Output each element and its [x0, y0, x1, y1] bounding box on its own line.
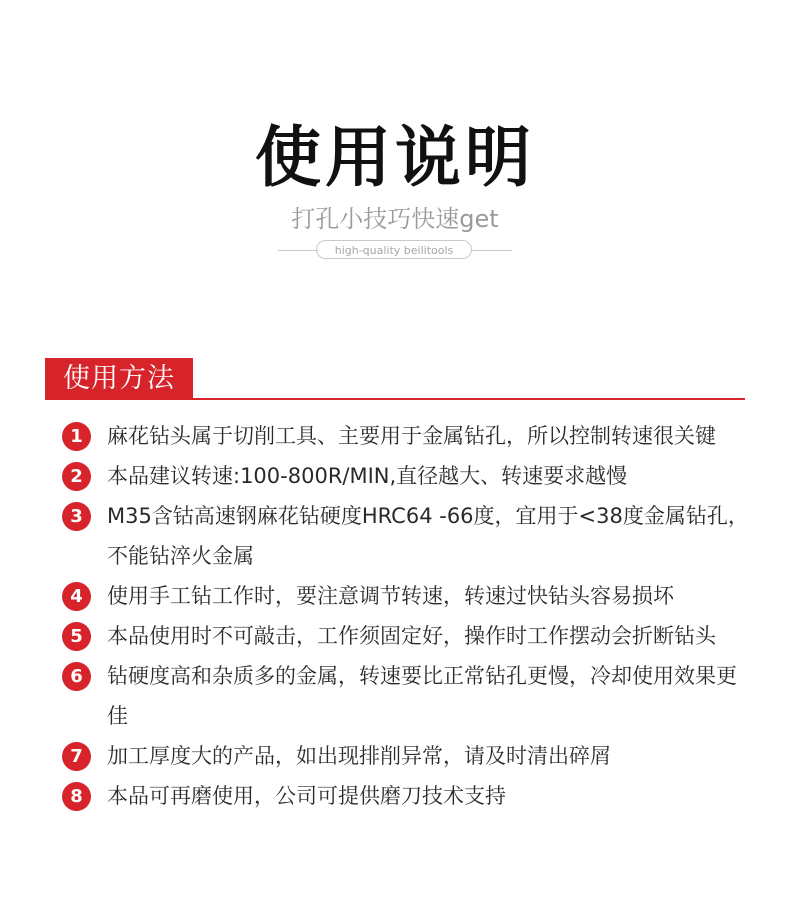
- step-text: M35含钴高速钢麻花钻硬度HRC64 -66度，宜用于<38度金属钻孔，不能钻淬火金属: [107, 504, 749, 568]
- list-item: [62, 456, 752, 496]
- step-text: 钻硬度高和杂质多的金属，转速要比正常钻孔更慢，冷却使用效果更佳: [107, 664, 737, 728]
- step-text: 麻花钻头属于切削工具、主要用于金属钻孔，所以控制转速很关键: [107, 424, 716, 448]
- step-text: 使用手工钻工作时，要注意调节转速，转速过快钻头容易损坏: [107, 584, 674, 608]
- instruction-list: [62, 416, 752, 816]
- step-text: 本品使用时不可敲击，工作须固定好，操作时工作摆动会折断钻头: [107, 624, 716, 648]
- list-item: [62, 616, 752, 656]
- tagline-divider-left: [278, 250, 318, 251]
- list-item: [62, 656, 752, 736]
- section-heading: 使用方法: [45, 358, 193, 400]
- tagline: [278, 238, 512, 262]
- list-item: [62, 736, 752, 776]
- page-subtitle: 打孔小技巧快速get: [291, 205, 499, 233]
- list-item: [62, 416, 752, 456]
- step-text: 加工厚度大的产品，如出现排削异常，请及时清出碎屑: [107, 744, 611, 768]
- list-item: [62, 776, 752, 816]
- step-number-badge: 3: [62, 502, 91, 531]
- list-item: [62, 496, 752, 576]
- step-number-badge: 4: [62, 582, 91, 611]
- page-title: 使用说明: [255, 119, 535, 196]
- tagline-divider-right: [472, 250, 512, 251]
- step-number-badge: 1: [62, 422, 91, 451]
- tagline-pill: high-quality beilitools: [316, 240, 472, 259]
- step-text: 本品建议转速:100-800R/MIN,直径越大、转速要求越慢: [107, 464, 628, 488]
- list-item: [62, 576, 752, 616]
- step-number-badge: 6: [62, 662, 91, 691]
- step-number-badge: 8: [62, 782, 91, 811]
- step-number-badge: 7: [62, 742, 91, 771]
- step-number-badge: 5: [62, 622, 91, 651]
- step-number-badge: 2: [62, 462, 91, 491]
- section-divider: [45, 398, 745, 400]
- step-text: 本品可再磨使用，公司可提供磨刀技术支持: [107, 784, 506, 808]
